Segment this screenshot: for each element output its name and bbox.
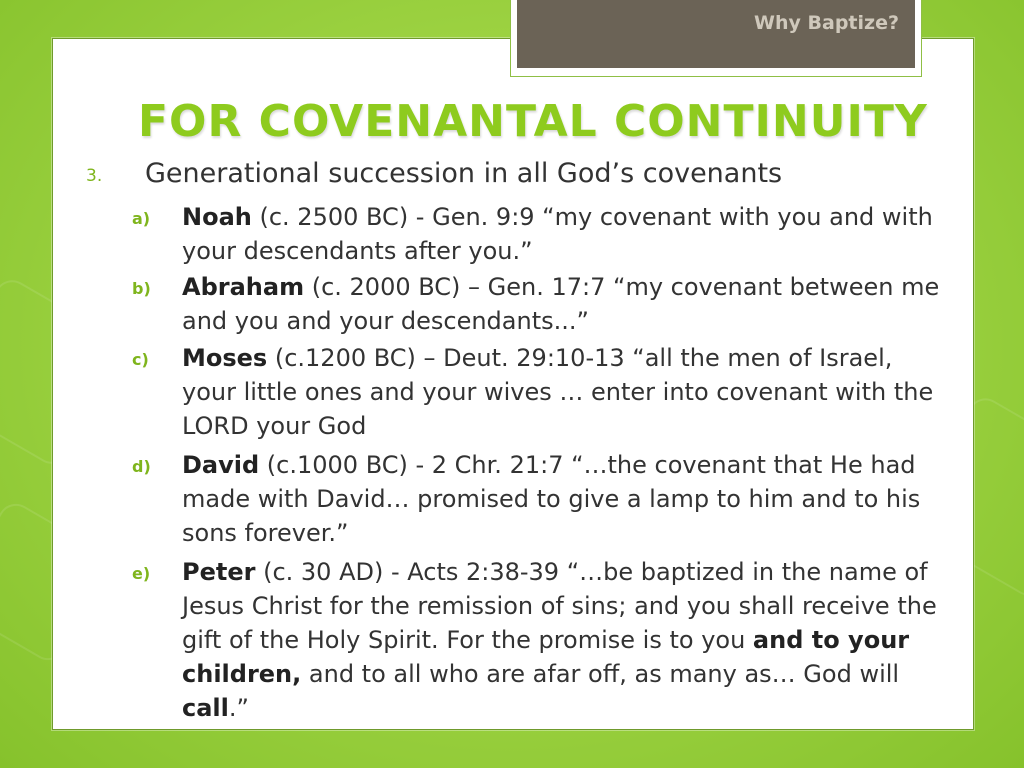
item-name: Noah (182, 203, 252, 231)
item-text: (c. 2500 BC) - Gen. 9:9 “my covenant with you and with your descendants after you.” (182, 203, 933, 265)
point-text: Generational succession in all God’s covenants (145, 158, 783, 189)
list-item (182, 200, 952, 268)
item-marker: d) (132, 457, 151, 476)
header-tab-label: Why Baptize? (754, 12, 899, 34)
item-marker: b) (132, 279, 151, 298)
item-name: David (182, 451, 260, 479)
item-name: Peter (182, 558, 256, 586)
point-number: 3. (86, 166, 103, 186)
item-marker: e) (132, 564, 151, 583)
item-text: and to all who are afar off, as many as… God will (301, 660, 900, 688)
item-emphasis: call (182, 694, 229, 722)
item-emphasis: and to your children, (182, 626, 910, 688)
item-text: (c.1000 BC) - 2 Chr. 21:7 “…the covenant that He had made with David… promised to give a lamp to him and to his sons forever.” (182, 451, 921, 547)
item-text: (c. 2000 BC) – Gen. 17:7 “my covenant between me and you and your descendants...” (182, 273, 940, 335)
list-item (182, 341, 952, 443)
item-text: (c.1200 BC) – Deut. 29:10-13 “all the men of Israel, your little ones and your wives … enter into covenant with the LORD your God (182, 344, 934, 440)
item-text: .” (228, 694, 249, 722)
slide-title: FOR COVENANTAL CONTINUITY (138, 96, 928, 147)
list-item (182, 555, 952, 725)
list-item (182, 270, 952, 338)
item-marker: a) (132, 209, 151, 228)
item-text: (c. 30 AD) - Acts 2:38-39 “…be baptized in the name of Jesus Christ for the remission of sins; and you shall receive the gift of the Holy Spirit. For the promise is to you (182, 558, 937, 654)
item-name: Moses (182, 344, 268, 372)
item-name: Abraham (182, 273, 305, 301)
item-marker: c) (132, 350, 149, 369)
list-item (182, 448, 952, 550)
